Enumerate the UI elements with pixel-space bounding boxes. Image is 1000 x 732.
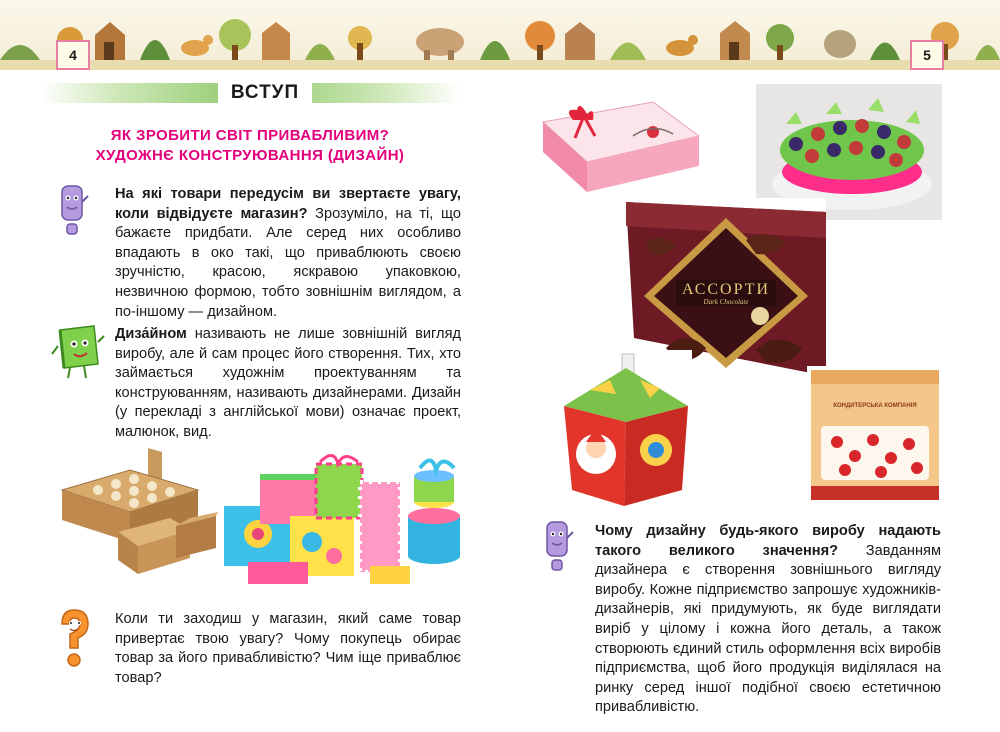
- cardboard-boxes-photo: [58, 446, 220, 580]
- section-title: ВСТУП: [218, 78, 312, 108]
- subtitle-line-1: ЯК ЗРОБИТИ СВІТ ПРИВАБЛИВИМ?: [110, 127, 390, 144]
- importance-paragraph: [595, 522, 941, 718]
- assorti-label: АССОРТИ: [681, 281, 771, 298]
- question-text: Коли ти заходиш у магазин, який саме товар привертає твою увагу? Чому покупець обирає товар за його привабливістю? Чим іще приваблює товар?: [115, 611, 461, 686]
- exclamation-mascot-icon-right: [540, 520, 576, 574]
- candy-bag-label: КОНДИТЕРСЬКА КОМПАНІЯ: [833, 403, 917, 409]
- assorti-sublabel: Dark Chocolate: [703, 298, 749, 306]
- page-number-right-text: 5: [923, 47, 931, 63]
- intro-paragraph: [115, 185, 461, 322]
- page-number-left-text: 4: [69, 47, 77, 63]
- book-mascot-icon: [50, 324, 106, 382]
- importance-question: Чому дизайну будь-якого виробу надають такого великого значення?: [595, 523, 941, 559]
- page-number-right: [910, 40, 944, 70]
- design-term: Диза́йном: [115, 326, 187, 342]
- subtitle-line-2: ХУДОЖНЄ КОНСТРУЮВАННЯ (ДИЗАЙН): [95, 147, 405, 164]
- exclamation-mascot-icon: [55, 184, 91, 238]
- christmas-gift-box-photo: [560, 350, 692, 508]
- section-subtitle: [40, 126, 460, 166]
- question-mascot-icon: [56, 608, 92, 670]
- gift-boxes-photo: [220, 446, 464, 588]
- importance-text: Завданням дизайнера є створення зовнішнього вигляду виробу. Кожне підприємство запрошує художників-дизайнерів, які придумують, як буде виглядати виріб у цілому і кожна його деталь, а також створюють єдиний стиль оформлення всіх виробів підприємства, щоб його продукція виділялася на ринку серед іншої подібної своєю естетичною привабливістю.: [595, 542, 941, 716]
- page-number-left: [56, 40, 90, 70]
- design-definition-paragraph: [115, 325, 461, 443]
- design-definition-text: називають не лише зовнішній вигляд виробу, але й сам процес його створення. Тих, хто займається художнім проектуванням та конструюванням, називають дизайнерами. Дизайн (у перекладі з англійської мови) означає проект, малюнок, вид.: [115, 326, 461, 440]
- decorative-header-band: [0, 0, 1000, 70]
- candy-bag-photo: [807, 366, 943, 506]
- landscape-ornament: [0, 0, 1000, 70]
- tin-gift-box-photo: [533, 92, 707, 200]
- question-paragraph: [115, 610, 461, 688]
- intro-question: На які товари передусім ви звертаєте увагу, коли відвідуєте магазин?: [115, 186, 461, 222]
- intro-text: Зрозуміло, на ті, що бажаєте придбати. Але серед них особливо впадають в око такі, що приваблюють своєю зручністю, красою, яскравою упаковкою, незвичною формою, тобто зовнішнім виглядом, а по-іншому — дизайном.: [115, 205, 461, 320]
